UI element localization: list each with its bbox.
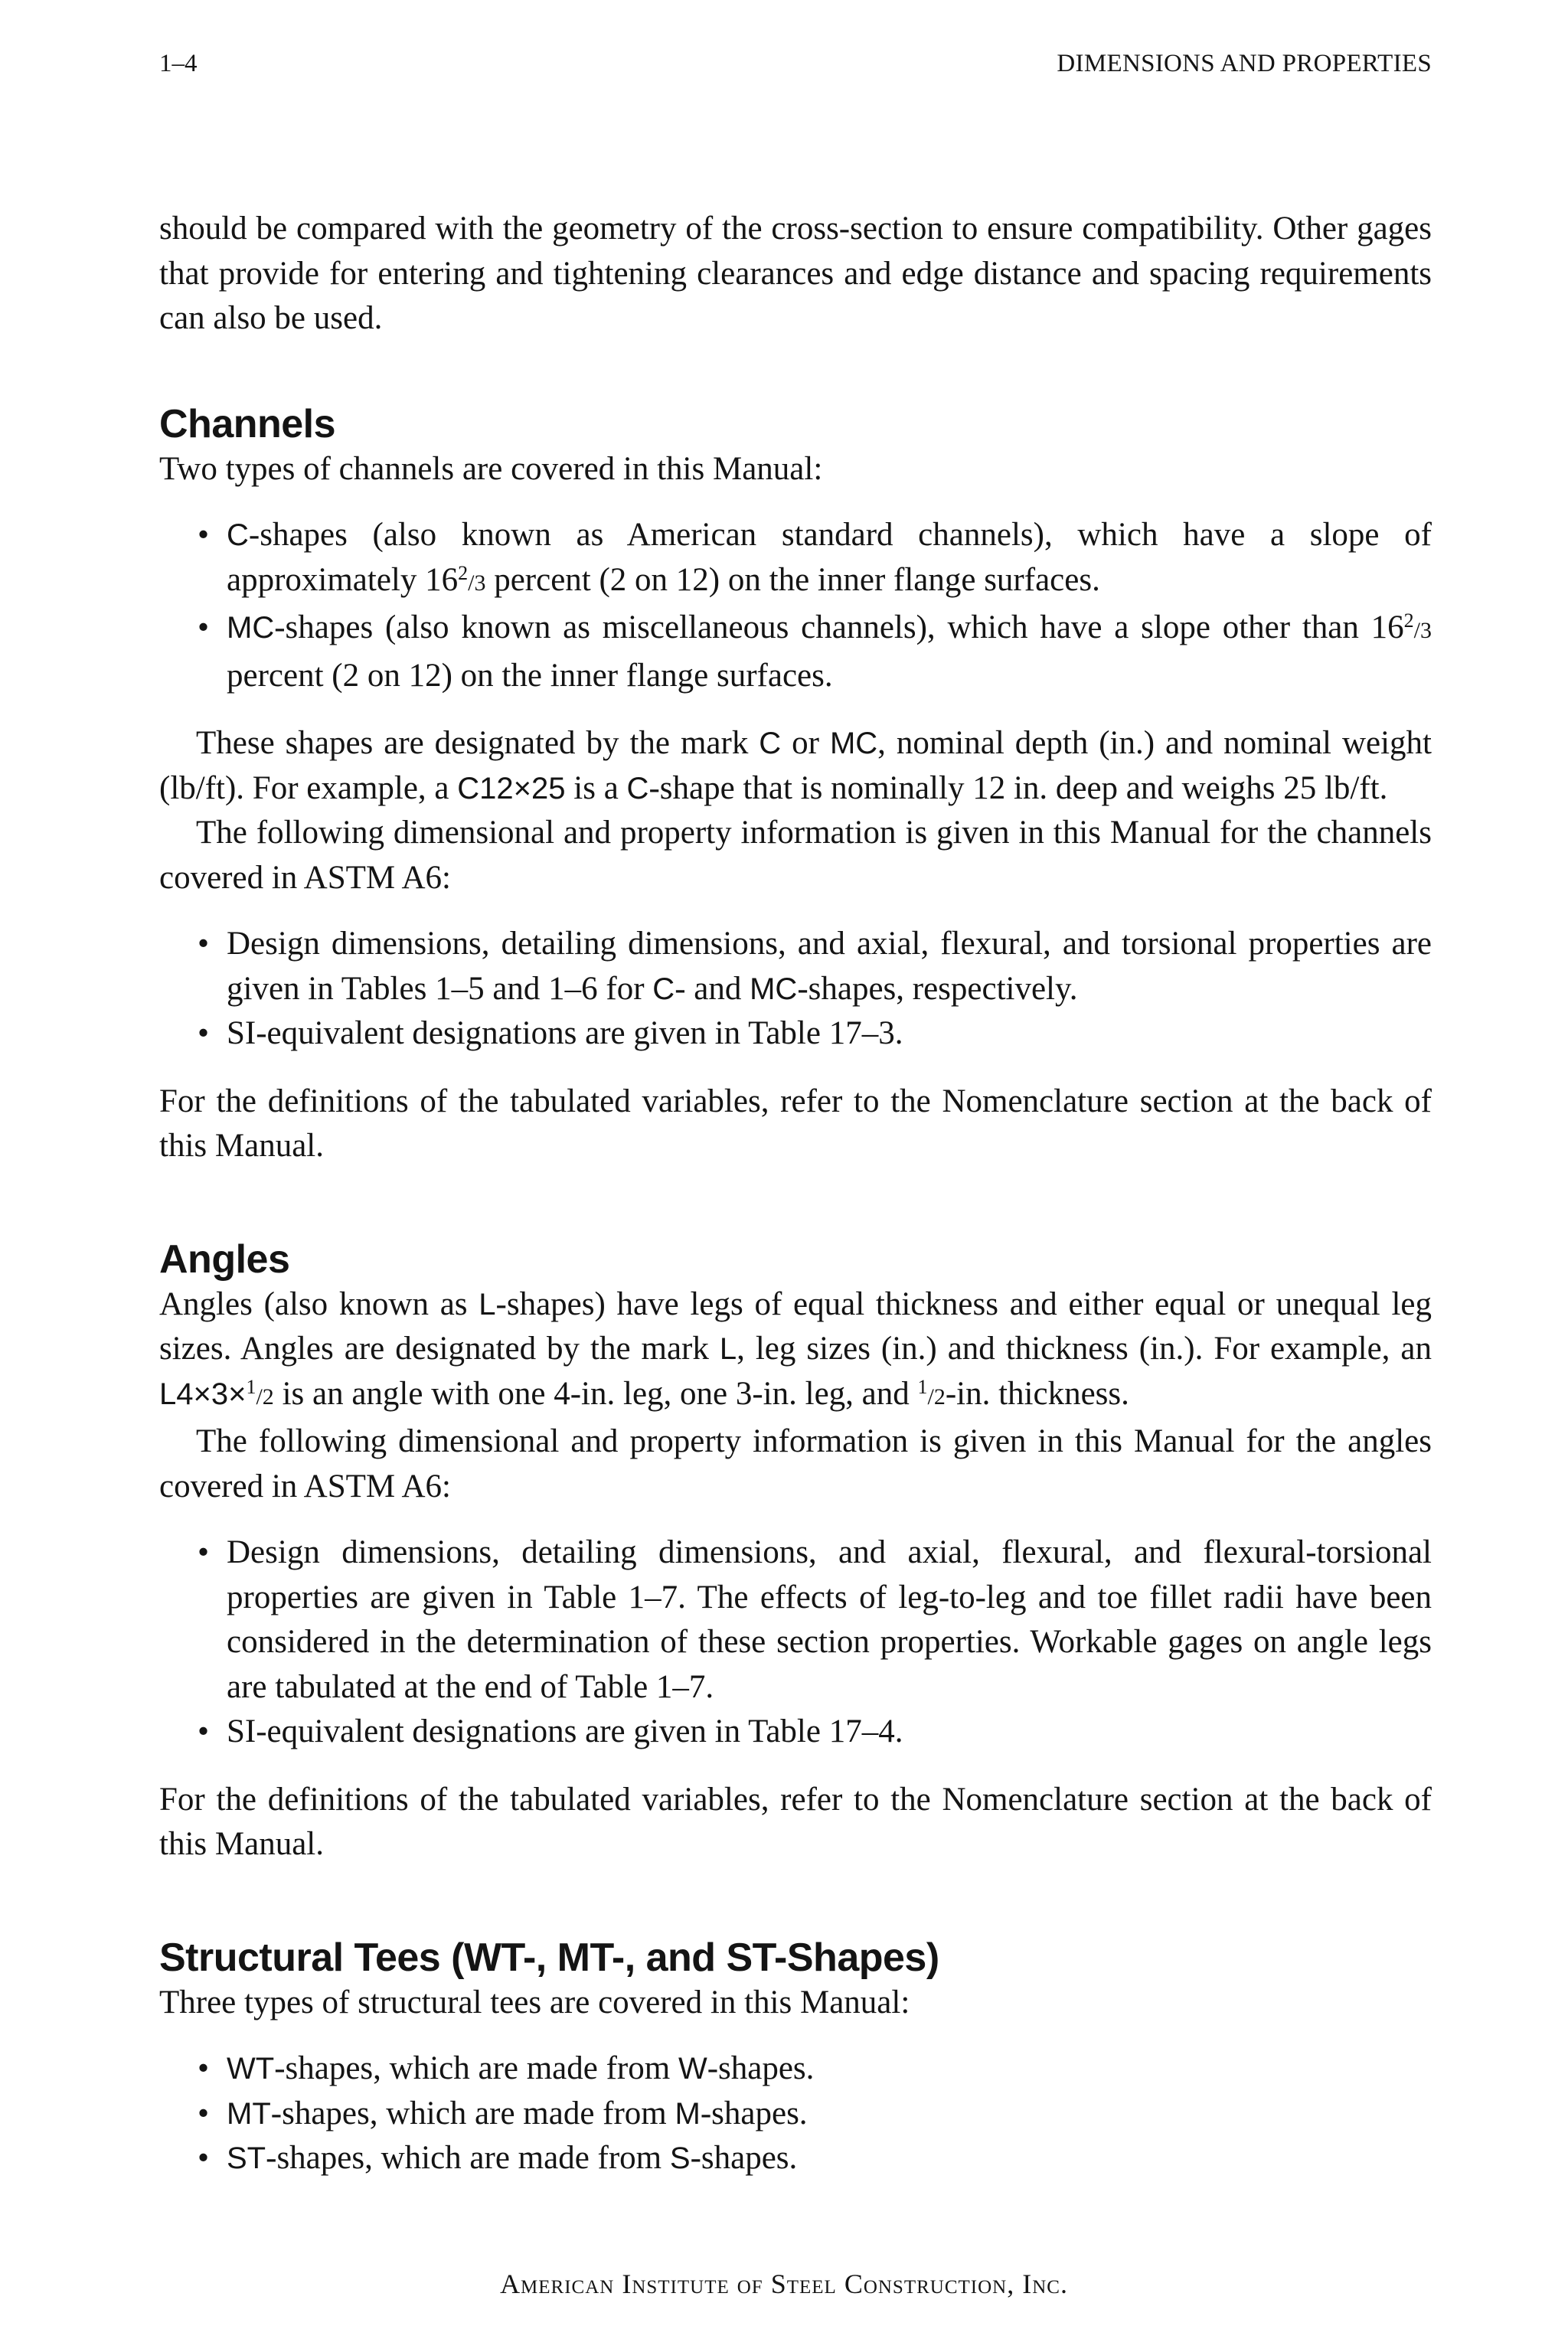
list-item: • ST-shapes, which are made from S-shapes. (159, 2136, 1432, 2181)
fraction: $^2$/3 (1403, 609, 1432, 643)
list-item: • SI-equivalent designations are given in Table 17–4. (159, 1710, 1432, 1755)
channel-info-list (159, 922, 1432, 1057)
list-item: • SI-equivalent designations are given in Table 17–3. (159, 1011, 1432, 1057)
channels-info-lead: The following dimensional and property information is given in this Manual for the channels covered in ASTM A6: (159, 815, 1432, 896)
fraction: $^2$/3 (458, 561, 486, 596)
fraction: $^1$/2 (246, 1375, 274, 1410)
list-item: • Design dimensions, detailing dimensions, and axial, flexural, and torsional properties are given in Tables 1–5 and 1–6 for C- and MC-shapes, respectively. (159, 922, 1432, 1011)
section-heading-structural-tees: Structural Tees (WT-, MT-, and ST-Shapes) (159, 1935, 939, 1980)
channels-lead: Two types of channels are covered in this Manual: (159, 450, 823, 487)
running-head (159, 46, 1432, 81)
angles-closing: For the definitions of the tabulated variables, refer to the Nomenclature section at the back of this Manual. (159, 1781, 1432, 1862)
bullet-icon: • (198, 517, 210, 553)
shape-mark: C (227, 518, 249, 552)
page-number: 1–4 (159, 50, 198, 77)
channel-types-list (159, 513, 1432, 698)
page (159, 46, 1432, 2204)
list-item: • MC-shapes (also known as miscellaneous channels), which have a slope other than $16^2/3$ percent (2 on 12) on the inner flange surfaces. (159, 606, 1432, 698)
angle-info-list (159, 1530, 1432, 1755)
list-item: • WT-shapes, which are made from W-shapes. (159, 2047, 1432, 2092)
bullet-icon: • (198, 1534, 210, 1570)
bullet-icon: • (198, 2140, 210, 2176)
bullet-icon: • (198, 2050, 210, 2086)
tees-lead: Three types of structural tees are covered in this Manual: (159, 1984, 910, 2020)
page-footer: American Institute of Steel Construction, Inc. (500, 2269, 1068, 2299)
shape-mark: MC (227, 611, 275, 645)
body-text (159, 207, 1432, 2181)
bullet-icon: • (198, 926, 210, 962)
section-heading-channels: Channels (159, 401, 336, 446)
bullet-icon: • (198, 609, 210, 645)
angles-paragraph: Angles (also known as L-shapes) have legs of equal thickness and either equal or unequal leg sizes. Angles are designated by the mark L, leg sizes (in.) and thickness (in.). For example, an L4×3×$^1$/2 is an angle with one 4-in. leg, one 3-in. leg, and $^1$/2-in. thickness. (159, 1285, 1432, 1412)
channels-closing: For the definitions of the tabulated variables, refer to the Nomenclature section at the back of this Manual. (159, 1083, 1432, 1164)
bullet-icon: • (198, 1015, 210, 1051)
bullet-icon: • (198, 1713, 210, 1749)
running-title: DIMENSIONS AND PROPERTIES (1057, 50, 1432, 77)
list-item: • MT-shapes, which are made from M-shapes. (159, 2092, 1432, 2137)
section-heading-angles: Angles (159, 1236, 290, 1282)
list-item: • C-shapes (also known as American standard channels), which have a slope of approximately $16^2/3$ percent (2 on 12) on the inner flange surfaces. (159, 513, 1432, 606)
tee-types-list (159, 2047, 1432, 2181)
intro-paragraph: should be compared with the geometry of the cross-section to ensure compatibility. Other gages that provide for entering and tightening clearances and edge distance and spacing requirements can also be used. (159, 211, 1432, 336)
fraction: $^1$/2 (917, 1375, 946, 1410)
angles-info-lead: The following dimensional and property information is given in this Manual for the angles covered in ASTM A6: (159, 1423, 1432, 1504)
bullet-icon: • (198, 2095, 210, 2132)
channels-designation-paragraph: These shapes are designated by the mark C or MC, nominal depth (in.) and nominal weight (lb/ft). For example, a C12×25 is a C-shape that is nominally 12 in. deep and weighs 25 lb/ft. (159, 725, 1432, 806)
list-item: • Design dimensions, detailing dimensions, and axial, flexural, and flexural-torsional properties are given in Table 1–7. The effects of leg-to-leg and toe fillet radii have been considered in the determination of these section properties. Workable gages on angle legs are tabulated at the end of Table 1–7. (159, 1530, 1432, 1710)
